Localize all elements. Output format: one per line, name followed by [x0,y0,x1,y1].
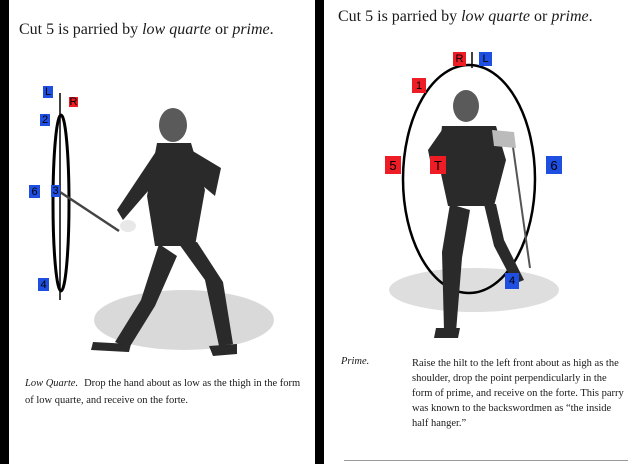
left-caption-text: Drop the hand about as low as the thigh in the form of low quarte, and receive on the forte. [25,378,301,406]
parry-ellipse [53,115,69,291]
marker-3: 3 [52,185,59,197]
marker-T: T [430,156,446,174]
left-caption-label: Low Quarte. [25,378,79,389]
marker-6: 6 [546,156,562,174]
marker-4: 4 [505,273,519,289]
sword-blade [57,190,119,231]
left-page-title: Cut 5 is parried by low quarte or prime. [19,21,274,38]
footer-rule [344,460,628,461]
marker-4: 4 [38,278,49,291]
right-page [324,0,640,464]
marker-5: 5 [385,156,401,174]
ground-shadow [389,268,559,312]
marker-6: 6 [29,185,40,198]
marker-L: L [44,86,52,98]
marker-2: 2 [41,114,49,126]
right-caption-label: Prime. [341,356,370,367]
left-page [9,0,315,464]
right-page-title: Cut 5 is parried by low quarte or prime. [338,8,593,25]
marker-R: R [69,96,78,108]
right-caption-text: Raise the hilt to the left front about as high as the shoulder, drop the point perpendicularly in the form of prime, and receive on the forte. This parry was known to the backswordmen as “the inside half hanger.” [412,358,624,429]
left-caption [25,375,307,409]
marker-R: R [453,52,466,66]
marker-1: 1 [412,78,426,93]
marker-L: L [479,52,492,66]
